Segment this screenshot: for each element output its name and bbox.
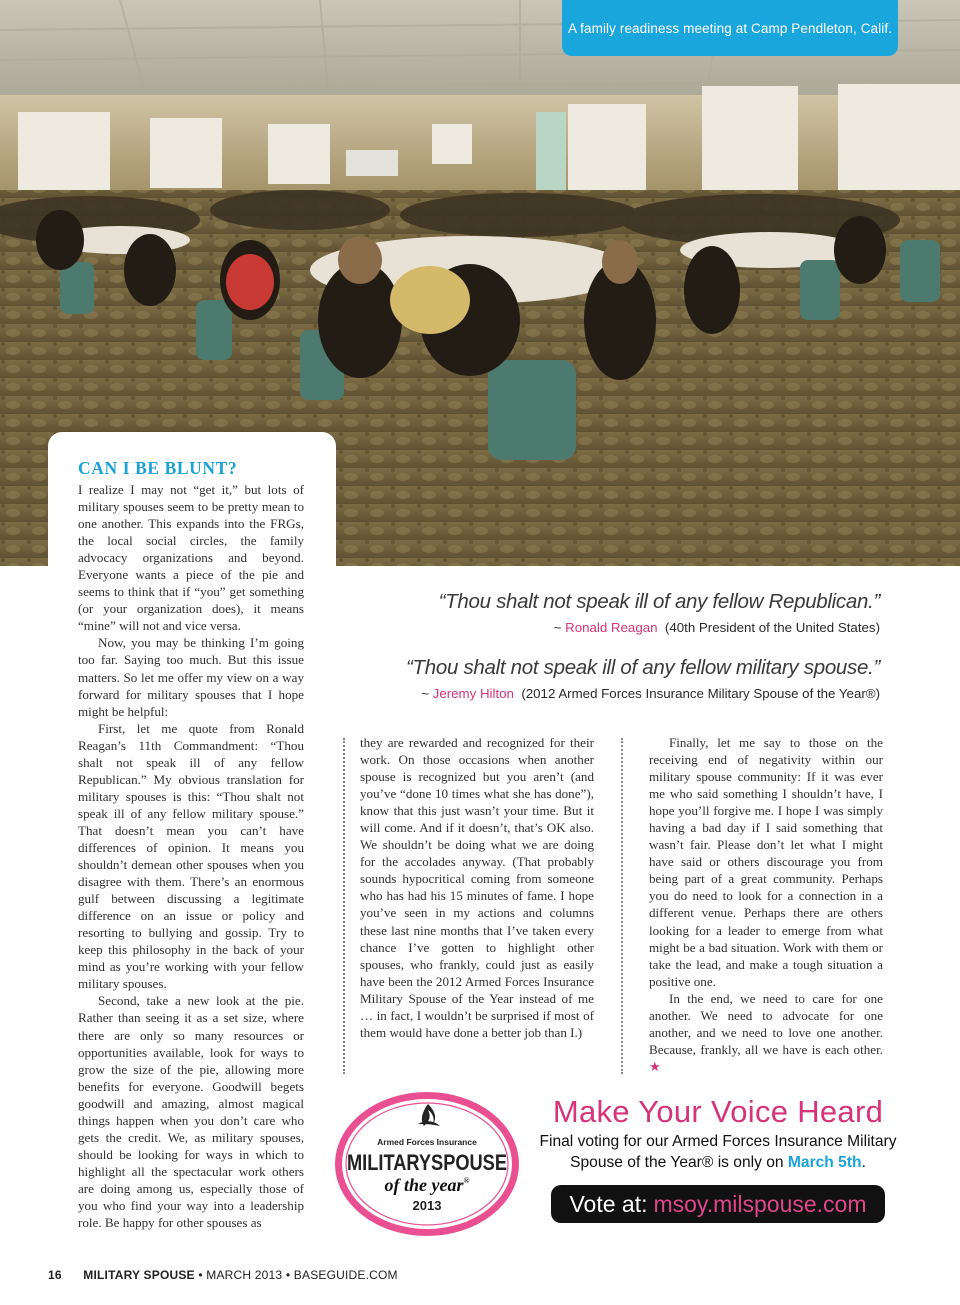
sidebar-paragraph: First, let me quote from Ronald Reagan’s 11th Commandment: “Thou shalt not speak ill of any fellow Republican.” My obvious translation for military spouses is this: “Thou shalt not speak ill of any fellow military spouse.” That doesn’t mean you can’t have differences of opinion. It means you shouldn’t demean other spouses when you disagree with them. There’s an enormous gulf between discussing a legitimate difference on an issue or policy and resorting to bullying and gossip. Try to keep this philosophy in the back of your mind as you’re working with your fellow military spouses. [78,720,304,992]
photo-caption: A family readiness meeting at Camp Pendleton, Calif. [562,0,898,56]
quote-text: “Thou shalt not speak ill of any fellow military spouse.” [406,656,880,679]
promo-text [532,1132,904,1173]
column-divider [621,738,623,1074]
quote-prefix: ~ [553,620,566,635]
quote-attribution [439,620,880,635]
article-column-3 [649,734,883,1075]
vote-url-link[interactable]: msoy.milspouse.com [653,1190,867,1217]
promo-text-after: . [861,1153,866,1171]
issue-date: MARCH 2013 [206,1268,283,1282]
promo-text-before: Final voting for our Armed Forces Insurance Military Spouse of the Year® is only on [539,1133,897,1171]
vote-callout [551,1185,885,1223]
sidebar-column [48,432,336,1240]
sidebar-paragraph: I realize I may not “get it,” but lots of military spouses seem to be pretty mean to one another. This expands into the FRGs, the local social circles, the family advocacy organizations and beyond. Everyone wants a piece of the pie and seems to think that if “you” get something (or your organization does), it means “mine” will not and vice versa. [78,482,304,634]
column-divider [343,738,345,1074]
badge-line1: Armed Forces Insurance [377,1137,477,1147]
quote-hilton [406,656,880,701]
page-number: 16 [48,1268,62,1282]
closing-text: In the end, we need to care for one another. We need to advocate for one another, and we need to love one another. Because, frankly, all we have is each other. [649,990,883,1057]
vote-label: Vote at: [569,1190,648,1217]
quote-text: “Thou shalt not speak ill of any fellow Republican.” [438,590,880,613]
military-spouse-of-the-year-badge [332,1090,522,1238]
article-paragraph: Finally, let me say to those on the receiving end of negativity within our military spouse community: If it was ever me who said something I shouldn’t have, I hope you’ll forgive me. I hope I was simply having a bad day if I said something that wasn’t fair. Please don’t let what I might have said or others discourage you from being part of a great community. Perhaps you do need to look for a connection in a different venue. Perhaps there are others looking for a leader to emerge from what might be a bad situation. Work with them or take the lead, and make a tough situation a positive one. [649,735,883,989]
promo-title: Make Your Voice Heard [552,1094,884,1129]
end-star-icon: ★ [649,1058,661,1074]
badge-year: 2013 [412,1198,442,1213]
sidebar-body [78,481,304,1231]
footer-separator: • [198,1268,203,1282]
quote-attribution [406,686,880,701]
article-paragraph: they are rewarded and recognized for their work. On those occasions when another spouse is recognized but you aren’t (and you’ve “done 10 times what she has done”), know that this just wasn’t your time. But it will come. And if it doesn’t, that’s OK also. We shouldn’t be doing what we are doing for the accolades anyway. (That probably sounds hypocritical coming from someone who has had his 15 minutes of fame. I hope you’ve seen in my actions and columns these last nine months that I’ve taken every chance I’ve gotten to highlight other spouses, who frankly, could just as easily have been the 2012 Armed Forces Insurance Military Spouse of the Year instead of me … in fact, I wouldn’t be surprised if most of them would have done a better job than I.) [360,735,594,1040]
badge-line2 [347,1150,507,1175]
site-name: BASEGUIDE.COM [293,1268,398,1282]
vote-promo [532,1094,904,1223]
badge-line2-text: MILITARYSPOUSE [347,1150,507,1175]
footer-separator: • [285,1268,291,1282]
sidebar-paragraph: Second, take a new look at the pie. Rather than seeing it as a set size, where there are only so many resources or opportunities available, look for ways to grow the size of the pie, allowing more benefits for everyone. Goodwill begets goodwill and amazing, almost magical things happen when you don’t care who gets the credit. We, as military spouses, should be looking for ways in which to highlight all the spectacular work others are doing among us, especially those of you who find your way into a leadership role. Be happy for other spouses as [78,993,304,1231]
article-column-2 [360,734,594,1041]
publication-name: MILITARY SPOUSE [83,1268,195,1282]
badge-seal-icon [332,1090,522,1238]
sidebar-paragraph: Now, you may be thinking I’m going too far. Saying too much. But this issue matters. So let me offer my view on a way forward for military spouses that I hope might be helpful: [78,635,304,719]
quote-author-role: (2012 Armed Forces Insurance Military Spouse of the Year®) [521,686,880,701]
badge-line3-text: of the year [384,1175,464,1195]
page-footer [48,1268,398,1282]
badge-line3 [385,1175,470,1195]
sidebar-heading: CAN I BE BLUNT? [78,458,238,478]
quote-author: Jeremy Hilton [432,686,514,701]
article-paragraph [649,990,883,1075]
badge-registered-mark: ® [463,1176,470,1185]
quote-reagan [439,590,880,635]
quote-author-role: (40th President of the United States) [664,620,880,635]
promo-date: March 5th [787,1153,862,1171]
quote-prefix: ~ [421,686,433,701]
quote-author: Ronald Reagan [565,620,658,635]
